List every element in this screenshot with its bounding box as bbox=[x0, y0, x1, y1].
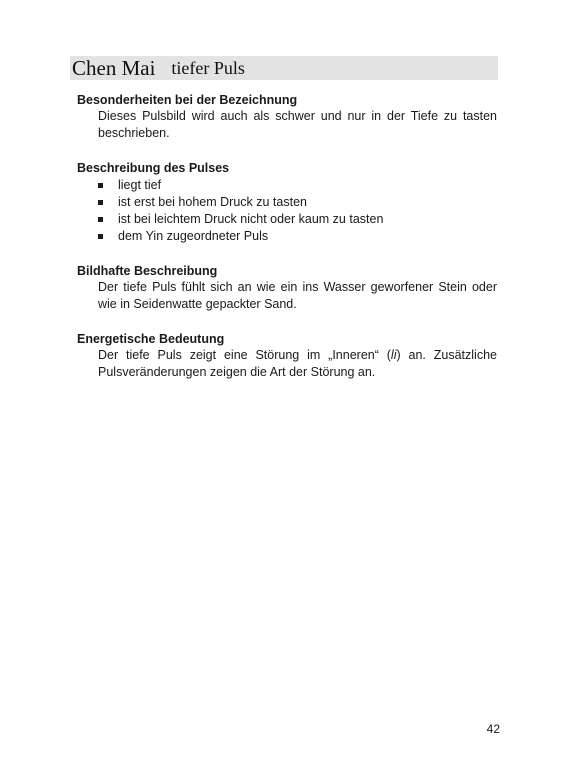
section-figurative-description bbox=[77, 263, 497, 313]
page-number: 42 bbox=[486, 722, 500, 736]
list-item bbox=[77, 194, 497, 211]
list-item-text: ist erst bei hohem Druck zu tasten bbox=[118, 195, 307, 209]
section-heading: Beschreibung des Pulses bbox=[77, 161, 230, 175]
list-item-text: ist bei leichtem Druck nicht oder kaum zu tasten bbox=[118, 212, 384, 226]
square-bullet-icon bbox=[98, 183, 103, 188]
section-pulse-description bbox=[77, 160, 497, 245]
section-paragraph bbox=[98, 347, 497, 381]
section-heading: Besonderheiten bei der Bezeichnung bbox=[77, 93, 298, 107]
square-bullet-icon bbox=[98, 217, 103, 222]
list-item-text: dem Yin zugeordneter Puls bbox=[118, 229, 269, 243]
section-paragraph: Dieses Pulsbild wird auch als schwer und nur in der Tiefe zu tasten beschrieben. bbox=[98, 109, 497, 140]
list-item bbox=[77, 211, 497, 228]
section-heading: Energetische Bedeutung bbox=[77, 332, 225, 346]
square-bullet-icon bbox=[98, 234, 103, 239]
document-body bbox=[77, 92, 497, 399]
bullet-list bbox=[77, 177, 497, 245]
section-energetic-meaning bbox=[77, 331, 497, 381]
paragraph-text-start: Der tiefe Puls zeigt eine Störung im „Inneren“ ( bbox=[98, 348, 391, 362]
paragraph-text-end: ) an. Zusätzliche Pulsveränderungen zeigen die Art der Störung an. bbox=[98, 348, 497, 379]
list-item bbox=[77, 228, 497, 245]
page-title: Chen Mai bbox=[72, 56, 156, 80]
page-subtitle: tiefer Puls bbox=[171, 58, 245, 78]
list-item-text: liegt tief bbox=[118, 178, 162, 192]
italic-term: li bbox=[390, 348, 397, 362]
list-item bbox=[77, 177, 497, 194]
square-bullet-icon bbox=[98, 200, 103, 205]
section-heading: Bildhafte Beschreibung bbox=[77, 264, 218, 278]
section-paragraph: Der tiefe Puls fühlt sich an wie ein ins Wasser geworfener Stein oder wie in Seidenwatte gepackter Sand. bbox=[98, 280, 497, 311]
page-title-bar bbox=[70, 56, 498, 80]
section-designation bbox=[77, 92, 497, 142]
